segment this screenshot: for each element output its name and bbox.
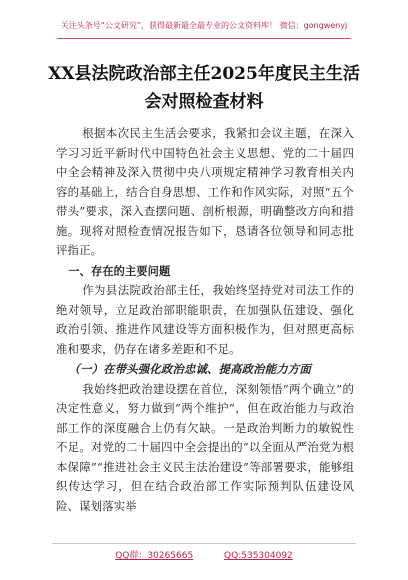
document-title: XX县法院政治部主任2025年度民主生活会对照检查材料	[48, 64, 360, 112]
banner-text: 关注头条号“公文研究”，获得最新最全最专业的公文资料库！ 微信：gongwenyj	[60, 21, 348, 30]
intro-paragraph: 根据本次民主生活会要求，我紧扣会议主题，在深入学习习近平新时代中国特色社会主义思想、党的二十届四中全会精神及深入贯彻中央八项规定精神学习教育相关内容的基础上，结合自身思想、工作和作风实际，对照“五个带头”要求，深入查摆问题、剖析根源，明确整改方向和措施。现将对照检查情况报告如下，恳请各位领导和同志批评指正。	[56, 126, 354, 257]
header-banner	[0, 20, 408, 32]
footer	[0, 548, 408, 561]
banner-divider	[57, 38, 351, 39]
footer-divider	[52, 543, 356, 544]
section-heading-1: 一、存在的主要问题	[68, 264, 171, 278]
qq-group-text: QQ群：30265665	[115, 551, 194, 561]
subsection-paragraph-1: 我始终把政治建设摆在首位，深刻领悟“两个确立”的决定性意义，努力做到“两个维护”，但在政治能力与政治部工作的深度融合上仍有欠缺。一是政治判断力的敏锐性不足。对党的二十届四中全会提出的“以全面从严治党为根本保障”“推进社会主义民主法治建设”等部署要求，能够组织传达学习，但在结合政治部工作实际预判队伍建设风险、谋划落实举	[56, 381, 354, 513]
section-paragraph-1: 作为县法院政治部主任，我始终坚持党对司法工作的绝对领导，立足政治部职能职责，在加强队伍建设、强化政治引领、推进作风建设等方面积极作为，但对照更高标准和要求，仍存在诸多差距和不足。	[56, 283, 354, 356]
subsection-heading-1: （一）在带头强化政治忠诚、提高政治能力方面	[68, 362, 311, 376]
qq-text: QQ:535304092	[224, 551, 293, 561]
document-body	[56, 124, 354, 516]
